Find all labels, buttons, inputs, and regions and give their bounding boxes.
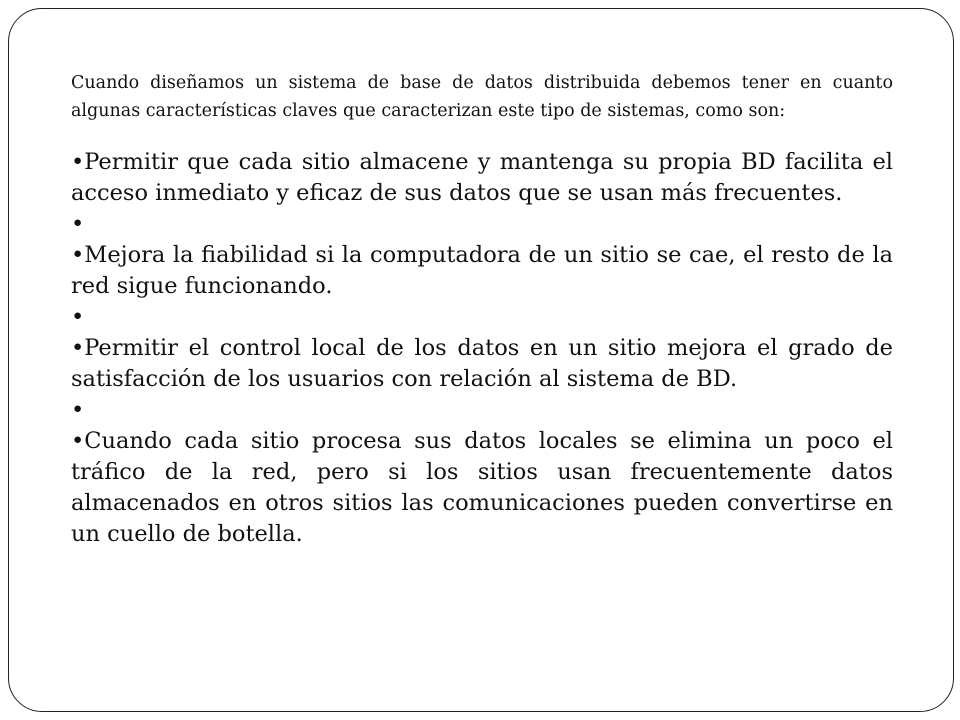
slide-content — [71, 69, 893, 550]
bullet-dot: • — [71, 242, 85, 268]
bullet-item-empty — [71, 302, 893, 333]
bullet-dot: • — [71, 149, 85, 175]
bullet-text: Mejora la fiabilidad si la computadora de un sitio se cae, el resto de la red sigue funcionando. — [71, 242, 893, 299]
bullet-item-empty — [71, 209, 893, 240]
bullet-list — [71, 147, 893, 550]
bullet-text: Cuando cada sitio procesa sus datos locales se elimina un poco el tráfico de la red, pero si los sitios usan frecuentemente datos almacenados en otros sitios las comunicaciones pueden convertirse en un cuello de botella. — [71, 428, 893, 547]
bullet-dot: • — [71, 397, 85, 423]
bullet-text: Permitir que cada sitio almacene y mantenga su propia BD facilita el acceso inmediato y eficaz de sus datos que se usan más frecuentes. — [71, 149, 893, 206]
bullet-item — [71, 426, 893, 550]
bullet-dot: • — [71, 335, 85, 361]
slide-frame — [8, 8, 954, 712]
bullet-item — [71, 147, 893, 209]
bullet-text: Permitir el control local de los datos en un sitio mejora el grado de satisfacción de los usuarios con relación al sistema de BD. — [71, 335, 893, 392]
bullet-dot: • — [71, 304, 85, 330]
bullet-item — [71, 240, 893, 302]
bullet-dot: • — [71, 211, 85, 237]
intro-paragraph: Cuando diseñamos un sistema de base de datos distribuida debemos tener en cuanto algunas características claves que caracterizan este tipo de sistemas, como son: — [71, 73, 893, 121]
bullet-dot: • — [71, 428, 85, 454]
bullet-item-empty — [71, 395, 893, 426]
bullet-item — [71, 333, 893, 395]
